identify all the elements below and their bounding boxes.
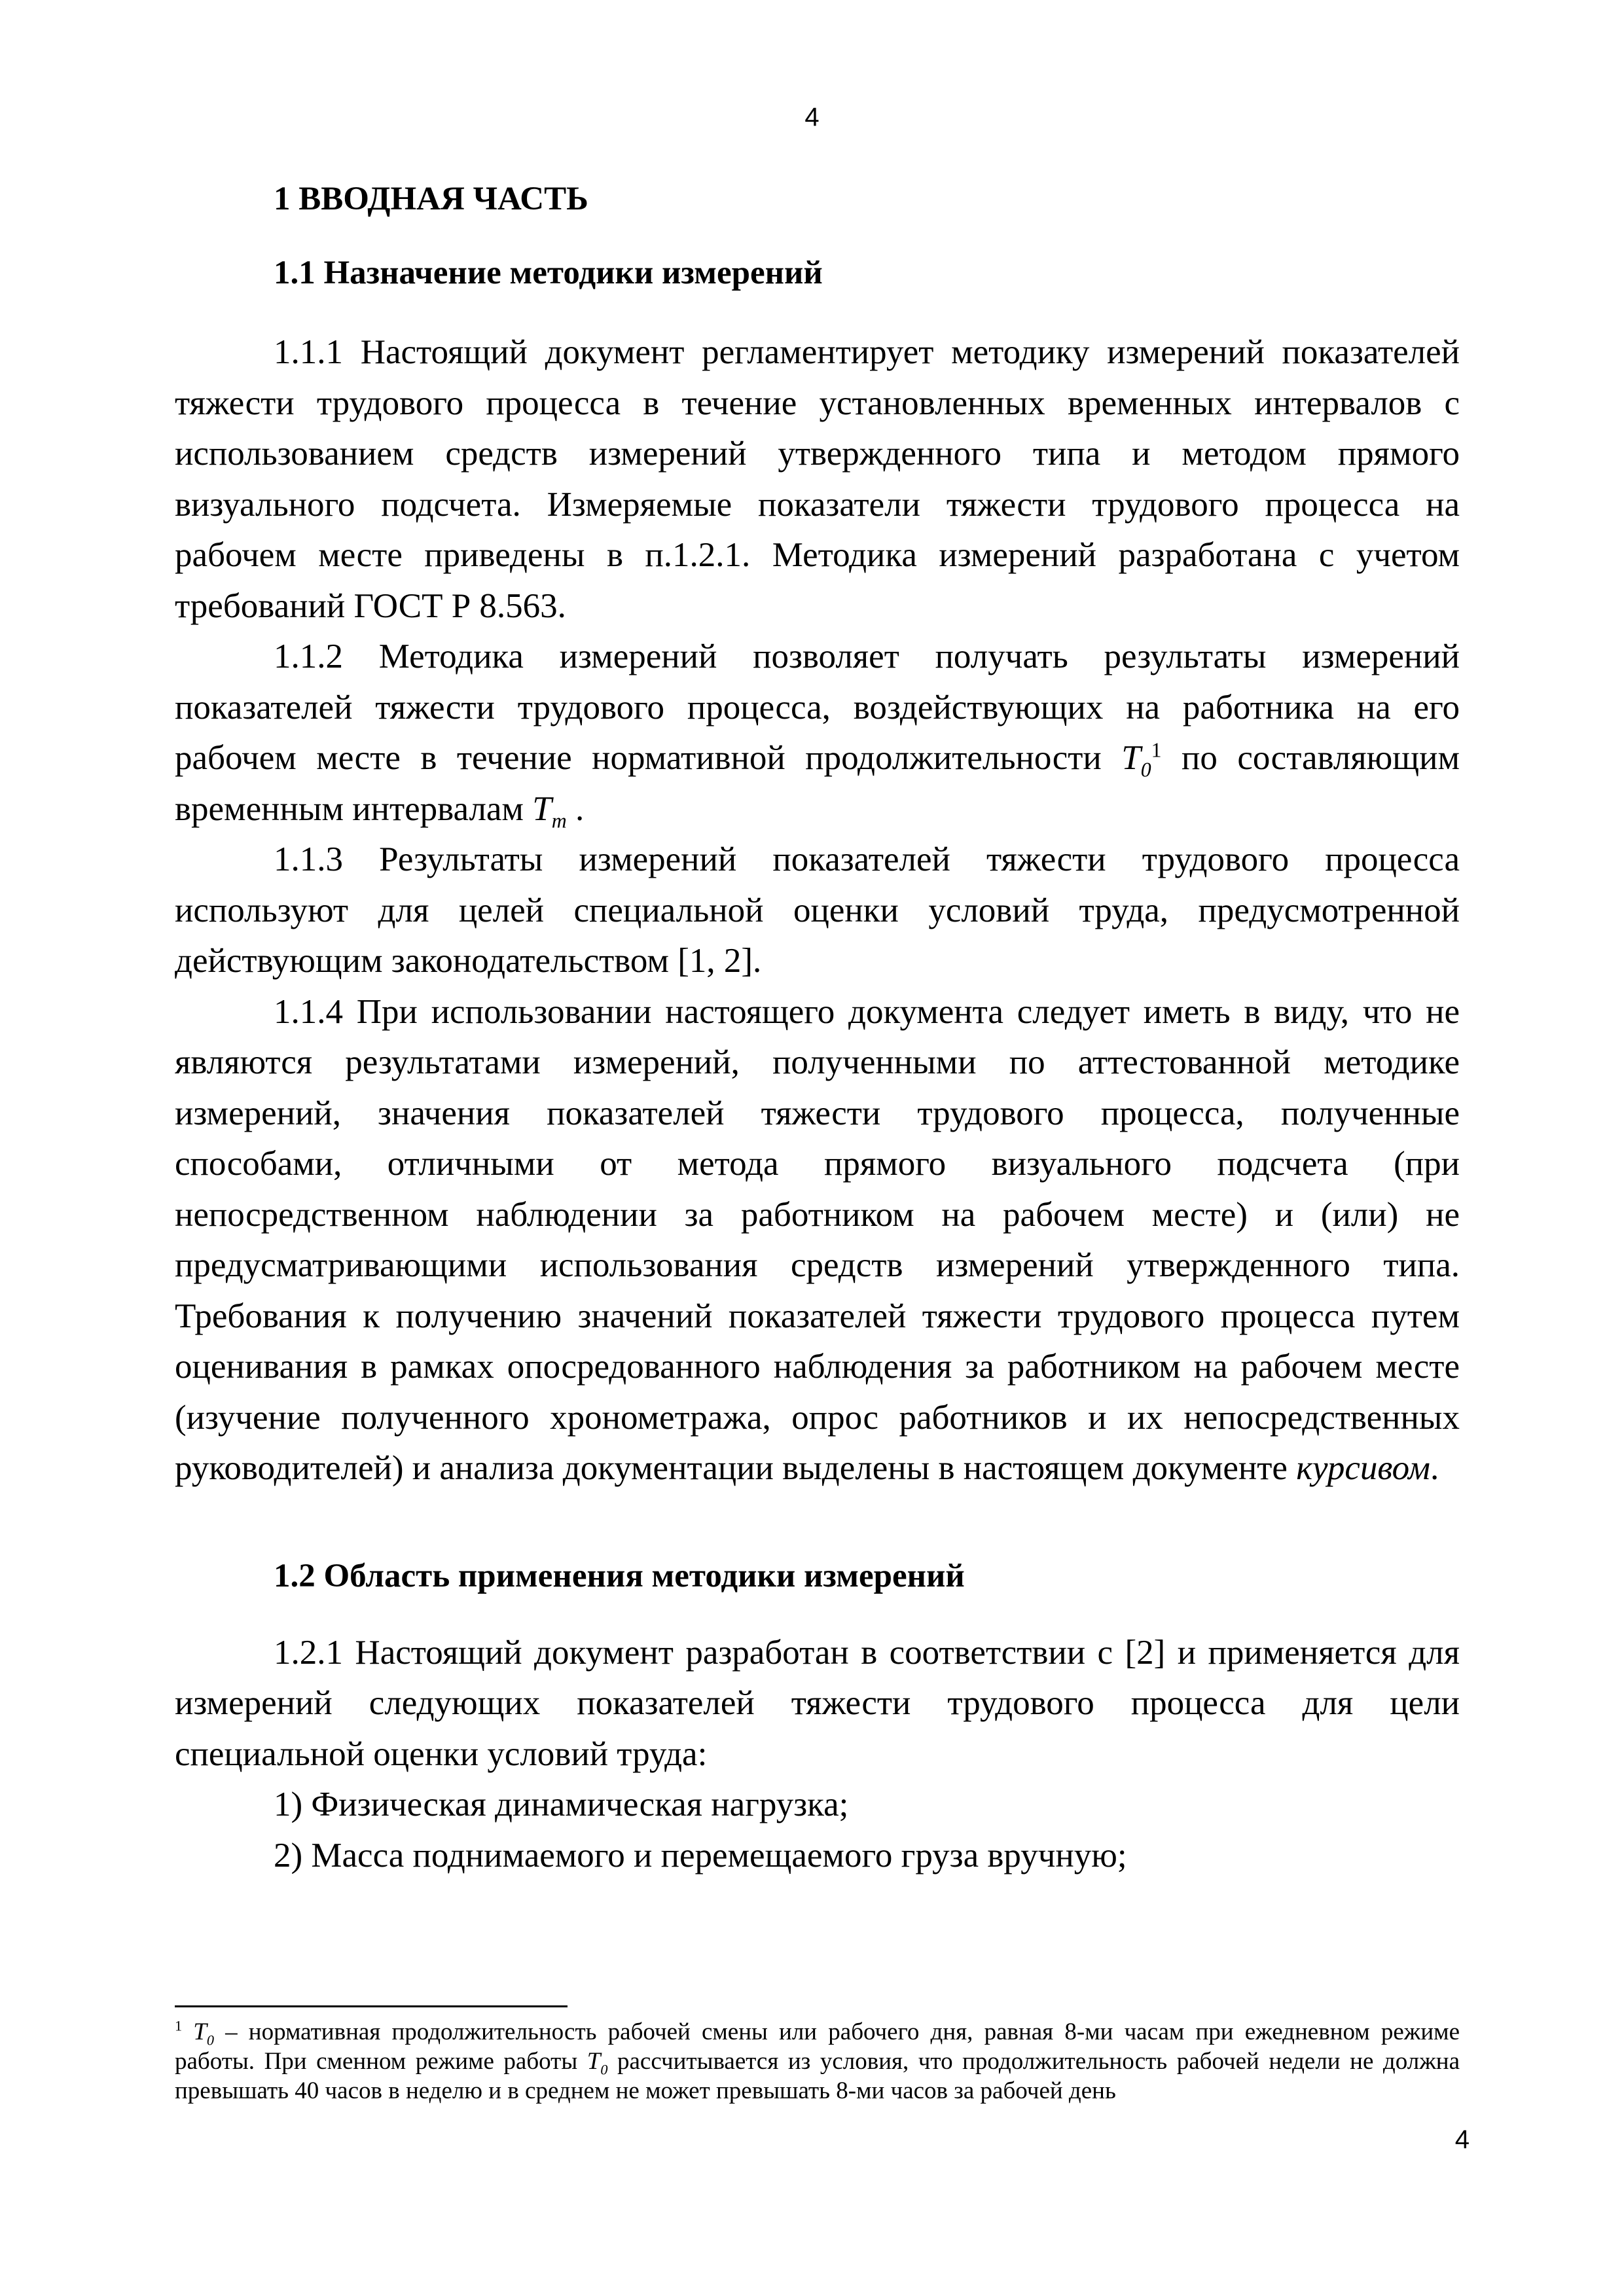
- italic-word: курсивом: [1296, 1449, 1430, 1487]
- footnote-text-1: – нормативная продолжительность рабочей смены или рабочего дня, равная 8-ми часам при ежедневном режиме работы. При сменном режиме работы: [175, 2018, 1460, 2075]
- paragraph-1-1-2-text-middle: по составляющим временным интервалам: [175, 739, 1460, 828]
- footnote-divider: [175, 2005, 568, 2007]
- page-content: [175, 173, 1460, 1881]
- paragraph-1-1-4-end: .: [1430, 1449, 1439, 1487]
- footnote: [175, 2017, 1460, 2106]
- tm-symbol: $T_m$: [532, 789, 567, 833]
- page-number-top: 4: [804, 103, 820, 132]
- paragraph-1-1-4-text: 1.1.4 При использовании настоящего документа следует иметь в виду, что не являются результатами измерений, полученными по аттестованной методике измерений, значения показателей тяжести трудового процесса, полученные способами, отличными от метода прямого визуального подсчета (при непосредственном наблюдении за работником на рабочем месте) и (или) не предусматривающими использования средств измерений утвержденного типа. Требования к получению значений показателей тяжести трудового процесса путем оценивания в рамках опосредованного наблюдения за работником на рабочем месте (изучение полученного хронометража, опрос работников и их непосредственных руководителей) и анализа документации выделены в настоящем документе: [175, 992, 1460, 1487]
- subsection-heading-1-1: 1.1 Назначение методики измерений: [274, 255, 823, 291]
- paragraph-1-1-2-text-end: .: [566, 789, 585, 828]
- t0-symbol: $T_0$: [1121, 739, 1151, 781]
- footnote-text-2: рассчитывается из условия, что продолжительность рабочей недели не должна превышать 40 часов в неделю и в среднем не может превышать 8-ми часов за рабочей день: [175, 2048, 1460, 2104]
- paragraph-1-1-2-text: 1.1.2 Методика измерений позволяет получать результаты измерений показателей тяжести трудового процесса, воздействующих на работника на его рабочем месте в течение нормативной продолжительности: [175, 637, 1460, 777]
- subsection-heading-1-2: 1.2 Область применения методики измерений: [274, 1557, 965, 1594]
- paragraph-1-1-2: [175, 632, 1460, 834]
- footnote-mark[interactable]: 1: [1151, 738, 1162, 762]
- footnote-t0-symbol: $T_0$: [193, 2018, 214, 2049]
- list-item: 2) Масса поднимаемого и перемещаемого груза вручную;: [274, 1836, 1127, 1874]
- footnote-number: 1: [175, 2017, 183, 2034]
- footnote-t0-symbol-2: $T_0$: [586, 2048, 608, 2078]
- paragraph-1-1-4: [175, 987, 1460, 1494]
- list-item: 1) Физическая динамическая нагрузка;: [274, 1785, 849, 1823]
- paragraph-1-1-3: 1.1.3 Результаты измерений показателей тяжести трудового процесса используют для целей специальной оценки условий труда, предусмотренной действующим законодательством [1, 2].: [175, 840, 1460, 980]
- page-number-bottom: 4: [1454, 2125, 1470, 2154]
- section-heading-1: 1 ВВОДНАЯ ЧАСТЬ: [274, 181, 588, 217]
- paragraph-1-1-1: 1.1.1 Настоящий документ регламентирует методику измерений показателей тяжести трудового процесса в течение установленных временных интервалов с использованием средств измерений утвержденного типа и методом прямого визуального подсчета. Измеряемые показатели тяжести трудового процесса на рабочем месте приведены в п.1.2.1. Методика измерений разработана с учетом требований ГОСТ Р 8.563.: [175, 333, 1460, 625]
- paragraph-1-2-1: 1.2.1 Настоящий документ разработан в соответствии с [2] и применяется для измерений следующих показателей тяжести трудового процесса для цели специальной оценки условий труда:: [175, 1633, 1460, 1773]
